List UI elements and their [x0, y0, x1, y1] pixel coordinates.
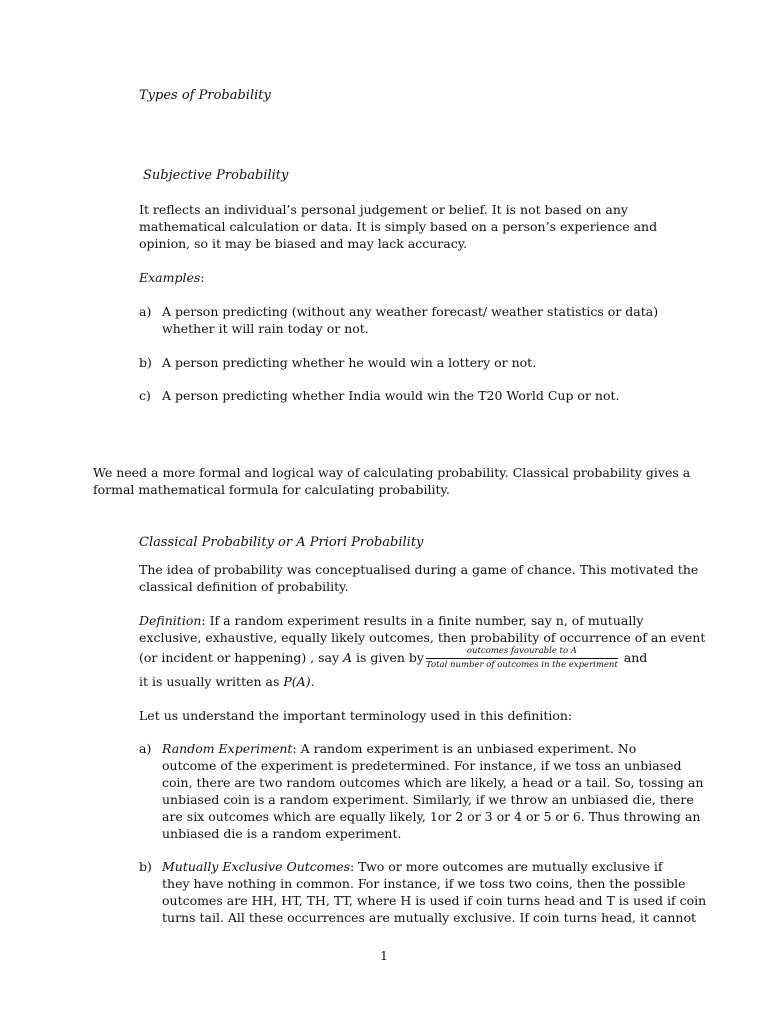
definition-text: is given by — [352, 650, 424, 665]
examples-label: Examples — [139, 270, 201, 285]
transition-line: We need a more formal and logical way of calculating probability. Classical probability gives a — [93, 465, 691, 480]
examples-label-line — [139, 269, 205, 286]
term-line: outcomes are HH, HT, TH, TT, where H is used if coin turns head and T is used if coin — [162, 893, 707, 908]
definition-line: exclusive, exhaustive, equally likely outcomes, then probability of occurrence of an event — [139, 630, 706, 645]
example-line: A person predicting whether India would win the T20 World Cup or not. — [162, 388, 620, 403]
page-number: 1 — [380, 948, 388, 963]
definition-text: and — [619, 650, 648, 665]
subjective-para-line: mathematical calculation or data. It is simply based on a person’s experience and — [139, 219, 658, 234]
classical-intro-line: classical definition of probability. — [139, 579, 349, 594]
subjective-para-line: opinion, so it may be biased and may lack accuracy. — [139, 236, 468, 251]
definition-line — [139, 612, 643, 629]
term-line: they have nothing in common. For instance, if we toss two coins, then the possible — [162, 876, 686, 891]
subjective-para-line: It reflects an individual’s personal judgement or belief. It is not based on any — [139, 202, 628, 217]
event-variable: A — [343, 650, 353, 665]
classical-intro-line: The idea of probability was conceptualised during a game of chance. This motivated the — [139, 562, 699, 577]
definition-formula-line — [139, 646, 647, 671]
example-marker: c) — [139, 388, 151, 403]
classical-heading: Classical Probability or A Priori Probability — [139, 535, 424, 550]
term-text: : A random experiment is an unbiased experiment. No — [292, 741, 637, 756]
term-line: are six outcomes which are equally likely, 1or 2 or 3 or 4 or 5 or 6. Thus throwing an — [162, 809, 701, 824]
definition-text: . — [310, 674, 315, 689]
term-label: Mutually Exclusive Outcomes — [162, 859, 350, 874]
probability-notation: P(A) — [283, 674, 311, 689]
definition-text: (or incident or happening) , say — [139, 650, 344, 665]
term-marker: b) — [139, 859, 152, 874]
example-line: A person predicting whether he would win a lottery or not. — [162, 355, 537, 370]
transition-line: formal mathematical formula for calculating probability. — [93, 482, 450, 497]
term-line — [162, 740, 636, 757]
term-line — [162, 858, 662, 875]
term-line: unbiased coin is a random experiment. Similarly, if we throw an unbiased die, there — [162, 792, 694, 807]
terminology-intro: Let us understand the important terminology used in this definition: — [139, 708, 573, 723]
term-line: turns tail. All these occurrences are mutually exclusive. If coin turns head, it cannot — [162, 910, 697, 925]
term-label: Random Experiment — [162, 741, 293, 756]
term-text: : Two or more outcomes are mutually exclusive if — [350, 859, 663, 874]
subjective-heading: Subjective Probability — [143, 168, 289, 183]
definition-text: it is usually written as — [139, 674, 284, 689]
fraction-denominator: Total number of outcomes in the experiment — [425, 660, 618, 670]
definition-text: : If a random experiment results in a finite number, say n, of mutually — [201, 613, 644, 628]
term-marker: a) — [139, 741, 152, 756]
probability-fraction — [426, 646, 618, 671]
example-line: A person predicting (without any weather forecast/ weather statistics or data) — [162, 304, 659, 319]
term-line: outcome of the experiment is predetermined. For instance, if we toss an unbiased — [162, 758, 682, 773]
definition-line — [139, 673, 315, 690]
term-line: unbiased die is a random experiment. — [162, 826, 402, 841]
examples-colon: : — [200, 270, 205, 285]
page-title: Types of Probability — [139, 88, 271, 103]
fraction-numerator: outcomes favourable to A — [426, 646, 618, 659]
example-marker: b) — [139, 355, 152, 370]
example-line: whether it will rain today or not. — [162, 321, 369, 336]
term-line: coin, there are two random outcomes which are likely, a head or a tail. So, tossing an — [162, 775, 704, 790]
definition-label: Definition — [139, 613, 202, 628]
example-marker: a) — [139, 304, 152, 319]
